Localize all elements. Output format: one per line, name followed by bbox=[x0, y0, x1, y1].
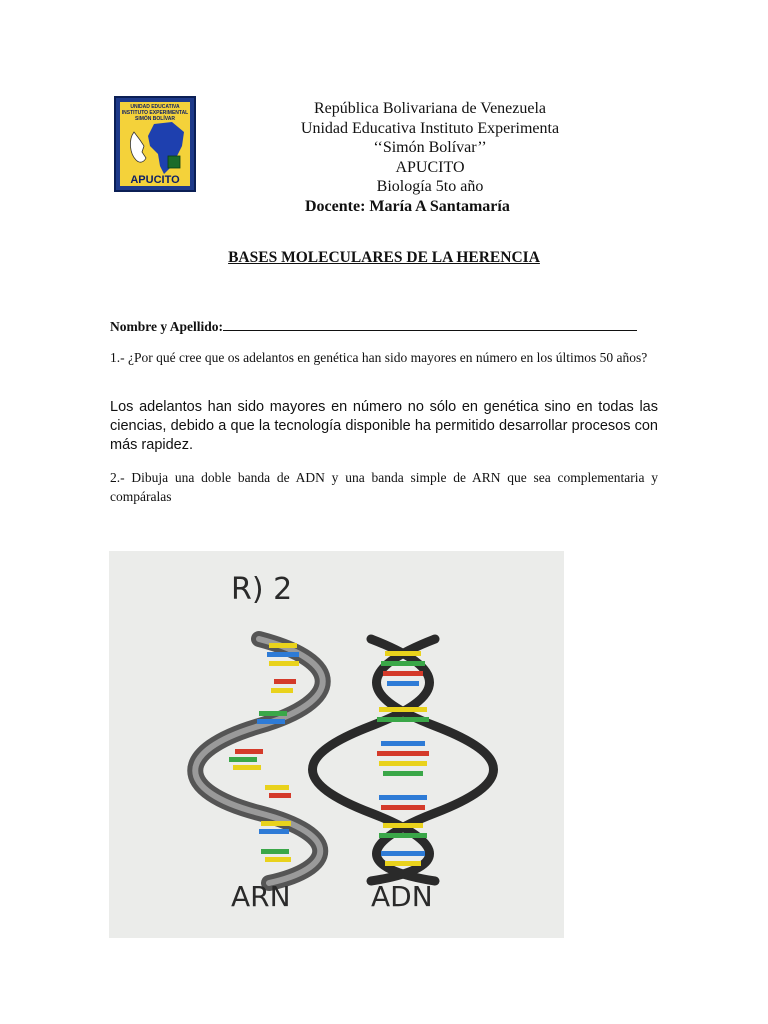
rna-base bbox=[261, 849, 289, 854]
rna-base bbox=[269, 661, 299, 666]
dna-base-pair bbox=[381, 741, 425, 746]
dna-base-pair bbox=[379, 833, 427, 838]
dna-drawing-photo bbox=[109, 551, 564, 938]
header-subject: Biología 5to año bbox=[376, 178, 484, 195]
header-country: República Bolivariana de Venezuela bbox=[313, 100, 547, 117]
dna-base-pair bbox=[387, 681, 419, 686]
dna-base-pair bbox=[379, 795, 427, 800]
label-arn: ARN bbox=[231, 880, 291, 913]
header-teacher: Docente: María A Santamaría bbox=[305, 197, 510, 215]
header-school: Unidad Educativa Instituto Experimenta bbox=[300, 119, 560, 137]
dna-base-pair bbox=[379, 761, 427, 766]
rna-base bbox=[271, 688, 293, 693]
rna-base bbox=[229, 757, 257, 762]
rna-base bbox=[261, 821, 291, 826]
rna-base bbox=[269, 643, 297, 648]
name-field bbox=[110, 318, 637, 335]
dna-base-pair bbox=[385, 861, 421, 866]
drawing-header: R) 2 bbox=[231, 572, 293, 607]
question-1: 1.- ¿Por qué cree que os adelantos en genética han sido mayores en número en los últimos 50 años? bbox=[110, 350, 648, 365]
label-adn: ADN bbox=[371, 880, 433, 913]
page-title: BASES MOLECULARES DE LA HERENCIA bbox=[228, 249, 540, 266]
dna-double-helix bbox=[313, 639, 494, 881]
dna-base-pair bbox=[379, 707, 427, 712]
rna-strand bbox=[195, 639, 323, 883]
dna-base-pair bbox=[381, 851, 425, 856]
rna-base bbox=[257, 719, 285, 724]
answer-1: Los adelantos han sido mayores en número no sólo en genética sino en todas las ciencias, debido a que la tecnología disponible ha permitido desarrollar procesos con más rapidez. bbox=[110, 399, 658, 453]
logo-background bbox=[120, 102, 190, 186]
rna-base bbox=[265, 785, 289, 790]
dna-base-pair bbox=[383, 771, 423, 776]
logo-name: APUCITO bbox=[130, 174, 180, 186]
header-school-name: ‘‘Simón Bolívar’’ bbox=[373, 139, 487, 156]
logo-line-1: UNIDAD EDUCATIVA bbox=[130, 104, 180, 110]
rna-base bbox=[265, 857, 291, 862]
name-label: Nombre y Apellido: bbox=[110, 319, 224, 334]
dna-base-pair bbox=[377, 751, 429, 756]
dna-base-pair bbox=[383, 671, 423, 676]
question-2: 2.- Dibuja una doble banda de ADN y una banda simple de ARN que sea complementaria y compáralas bbox=[110, 470, 658, 504]
rna-base bbox=[274, 679, 296, 684]
rna-base bbox=[235, 749, 263, 754]
logo-line-2: INSTITUTO EXPERIMENTAL bbox=[121, 110, 189, 116]
dna-base-pair bbox=[377, 717, 429, 722]
school-logo bbox=[114, 96, 196, 192]
logo-line-3: SIMÓN BOLÍVAR bbox=[135, 116, 175, 122]
rna-base bbox=[233, 765, 261, 770]
name-blank-line bbox=[223, 318, 637, 331]
rna-base bbox=[269, 793, 291, 798]
dna-base-pair bbox=[385, 651, 421, 656]
header-location: APUCITO bbox=[395, 158, 465, 176]
document-header bbox=[250, 99, 610, 216]
dna-base-pair bbox=[383, 823, 423, 828]
rna-base bbox=[259, 711, 287, 716]
dna-drawing bbox=[109, 551, 564, 938]
dna-base-pair bbox=[381, 661, 425, 666]
rna-base bbox=[267, 652, 299, 657]
dna-base-pair bbox=[381, 805, 425, 810]
rna-base bbox=[259, 829, 289, 834]
